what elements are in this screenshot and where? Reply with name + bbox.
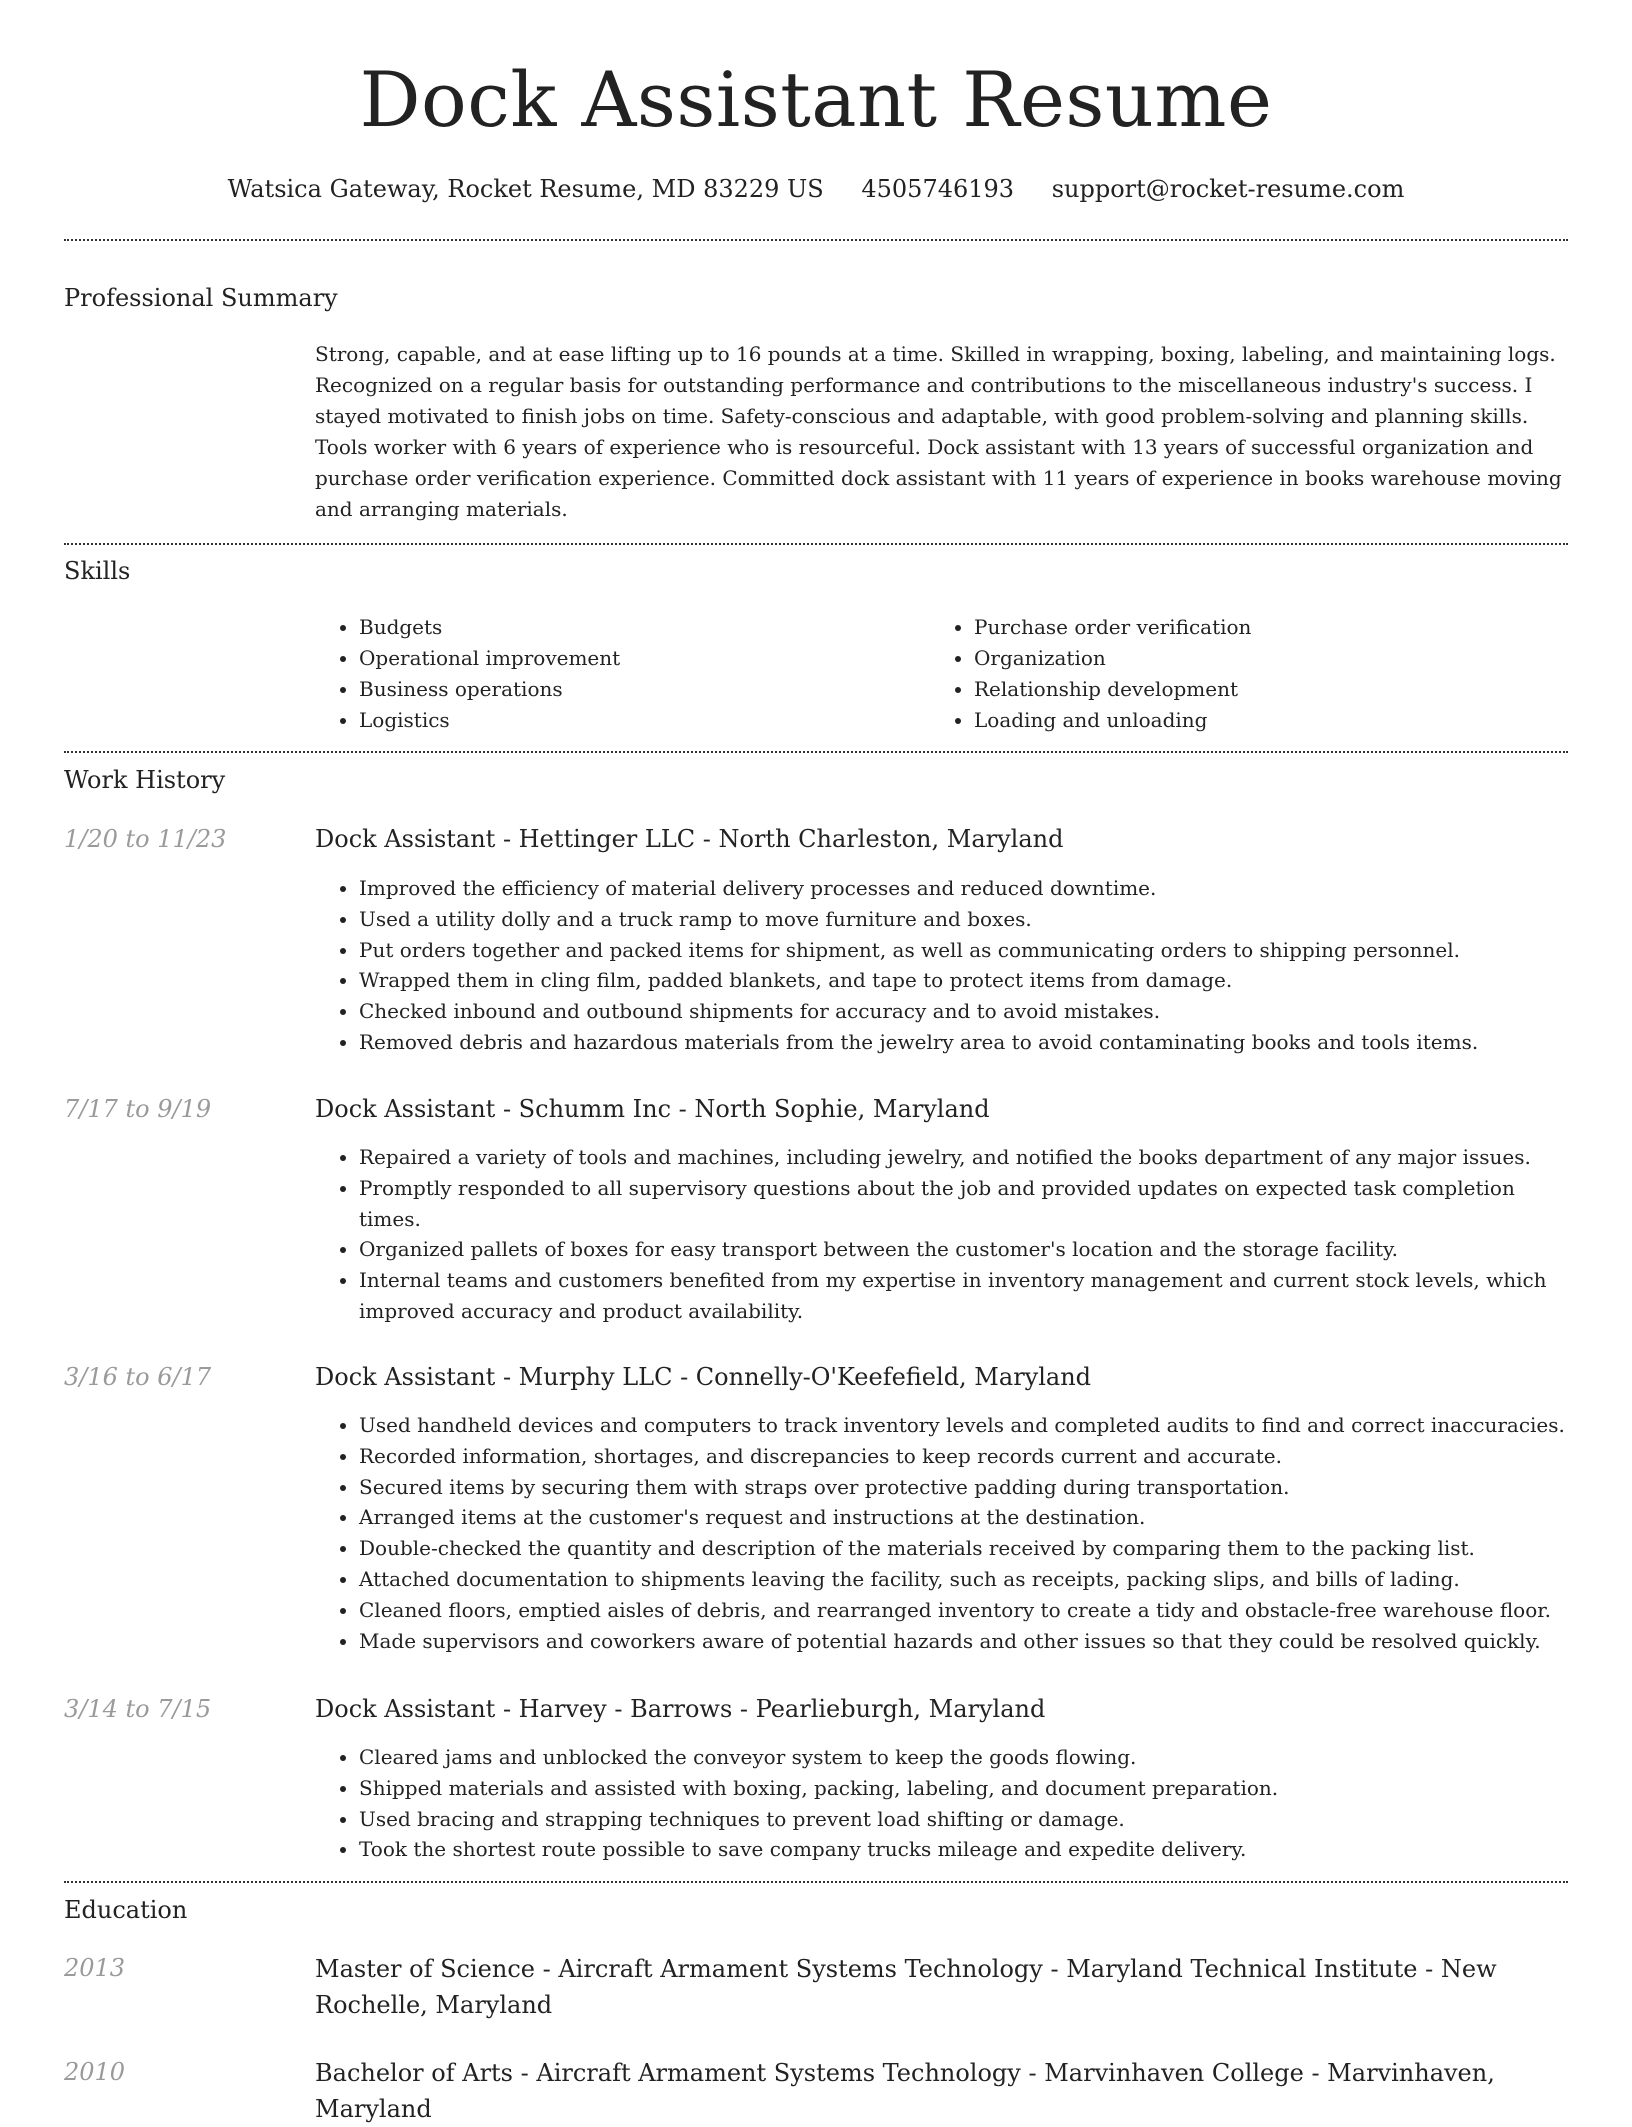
job-bullet: • Repaired a variety of tools and machines, including jewelry, and notified the books department of any major issues.: [359, 1142, 1577, 1173]
job-bullets: [315, 1410, 1577, 1656]
job-bullets: [315, 1742, 1577, 1865]
skills-list-right: [930, 612, 1251, 736]
section-title-work-history: Work History: [64, 766, 226, 794]
job-dates: 7/17 to 9/19: [64, 1095, 212, 1123]
education-entry: Master of Science - Aircraft Armament Systems Technology - Maryland Technical Institute - New Rochelle, Maryland: [315, 1955, 1497, 2019]
job-bullets: [315, 1142, 1577, 1327]
job-bullet: • Put orders together and packed items for shipment, as well as communicating orders to shipping personnel.: [359, 935, 1577, 966]
phone: 4505746193: [861, 175, 1015, 203]
job-title: Dock Assistant - Harvey - Barrows - Pearlieburgh, Maryland: [315, 1695, 1046, 1723]
education-entry: Bachelor of Arts - Aircraft Armament Systems Technology - Marvinhaven College - Marvinhaven, Maryland: [315, 2059, 1495, 2123]
skill-item: • Logistics: [359, 705, 620, 736]
job-bullet: • Improved the efficiency of material delivery processes and reduced downtime.: [359, 873, 1577, 904]
section-divider: [64, 543, 1568, 545]
job-bullet: • Used bracing and strapping techniques to prevent load shifting or damage.: [359, 1804, 1577, 1835]
skill-item: • Business operations: [359, 674, 620, 705]
section-title-education: Education: [64, 1896, 188, 1924]
job-bullet: • Cleaned floors, emptied aisles of debris, and rearranged inventory to create a tidy and obstacle-free warehouse floor.: [359, 1595, 1577, 1626]
summary-text: Strong, capable, and at ease lifting up to 16 pounds at a time. Skilled in wrapping, boxing, labeling, and maintaining logs. Recognized on a regular basis for outstanding performance and contributions to the miscellaneous industry's success. I stayed motivated to finish jobs on time. Safety-conscious and adaptable, with good problem-solving and planning skills. Tools worker with 6 years of experience who is resourceful. Dock assistant with 13 years of successful organization and purchase order verification experience. Committed dock assistant with 11 years of experience in books warehouse moving and arranging materials.: [315, 342, 1562, 521]
section-divider: [64, 751, 1568, 753]
job-dates: 3/16 to 6/17: [64, 1363, 212, 1391]
job-bullet: • Promptly responded to all supervisory questions about the job and provided updates on expected task completion times.: [359, 1173, 1577, 1235]
job-bullet: • Wrapped them in cling film, padded blankets, and tape to protect items from damage.: [359, 965, 1577, 996]
job-bullet: • Took the shortest route possible to save company trucks mileage and expedite delivery.: [359, 1834, 1577, 1865]
skill-item: • Organization: [974, 643, 1251, 674]
education-year: 2013: [64, 1954, 126, 1982]
job-bullet: • Checked inbound and outbound shipments for accuracy and to avoid mistakes.: [359, 996, 1577, 1027]
email-link[interactable]: support@rocket-resume.com: [1051, 175, 1405, 203]
job-bullet: • Attached documentation to shipments leaving the facility, such as receipts, packing slips, and bills of lading.: [359, 1564, 1577, 1595]
section-divider: [64, 239, 1568, 241]
job-bullet: • Recorded information, shortages, and discrepancies to keep records current and accurate.: [359, 1441, 1577, 1472]
job-bullet: • Secured items by securing them with straps over protective padding during transportation.: [359, 1472, 1577, 1503]
job-dates: 3/14 to 7/15: [64, 1695, 212, 1723]
job-bullet: • Used a utility dolly and a truck ramp to move furniture and boxes.: [359, 904, 1577, 935]
skill-item: • Relationship development: [974, 674, 1251, 705]
job-bullet: • Made supervisors and coworkers aware of potential hazards and other issues so that they could be resolved quickly.: [359, 1626, 1577, 1657]
section-title-summary: Professional Summary: [64, 284, 338, 312]
section-divider: [64, 1881, 1568, 1883]
skill-item: • Purchase order verification: [974, 612, 1251, 643]
job-title: Dock Assistant - Schumm Inc - North Sophie, Maryland: [315, 1095, 990, 1123]
job-bullet: • Double-checked the quantity and description of the materials received by comparing them to the packing list.: [359, 1533, 1577, 1564]
job-bullets: [315, 873, 1577, 1058]
address: Watsica Gateway, Rocket Resume, MD 83229 US: [227, 175, 824, 203]
job-dates: 1/20 to 11/23: [64, 825, 227, 853]
job-title: Dock Assistant - Murphy LLC - Connelly-O'Keefefield, Maryland: [315, 1363, 1092, 1391]
job-bullet: • Organized pallets of boxes for easy transport between the customer's location and the storage facility.: [359, 1234, 1577, 1265]
job-bullet: • Used handheld devices and computers to track inventory levels and completed audits to find and correct inaccuracies.: [359, 1410, 1577, 1441]
job-title: Dock Assistant - Hettinger LLC - North Charleston, Maryland: [315, 825, 1064, 853]
skill-item: • Operational improvement: [359, 643, 620, 674]
job-bullet: • Arranged items at the customer's request and instructions at the destination.: [359, 1502, 1577, 1533]
job-bullet: • Shipped materials and assisted with boxing, packing, labeling, and document preparation.: [359, 1773, 1577, 1804]
job-bullet: • Removed debris and hazardous materials from the jewelry area to avoid contaminating books and tools items.: [359, 1027, 1577, 1058]
skill-item: • Budgets: [359, 612, 620, 643]
contact-line: [0, 172, 1632, 206]
section-title-skills: Skills: [64, 557, 131, 585]
skill-item: • Loading and unloading: [974, 705, 1251, 736]
education-year: 2010: [64, 2058, 126, 2086]
job-bullet: • Internal teams and customers benefited from my expertise in inventory management and current stock levels, which improved accuracy and product availability.: [359, 1265, 1577, 1327]
job-bullet: • Cleared jams and unblocked the conveyor system to keep the goods flowing.: [359, 1742, 1577, 1773]
resume-title: Dock Assistant Resume: [359, 55, 1273, 144]
skills-list-left: [315, 612, 620, 736]
